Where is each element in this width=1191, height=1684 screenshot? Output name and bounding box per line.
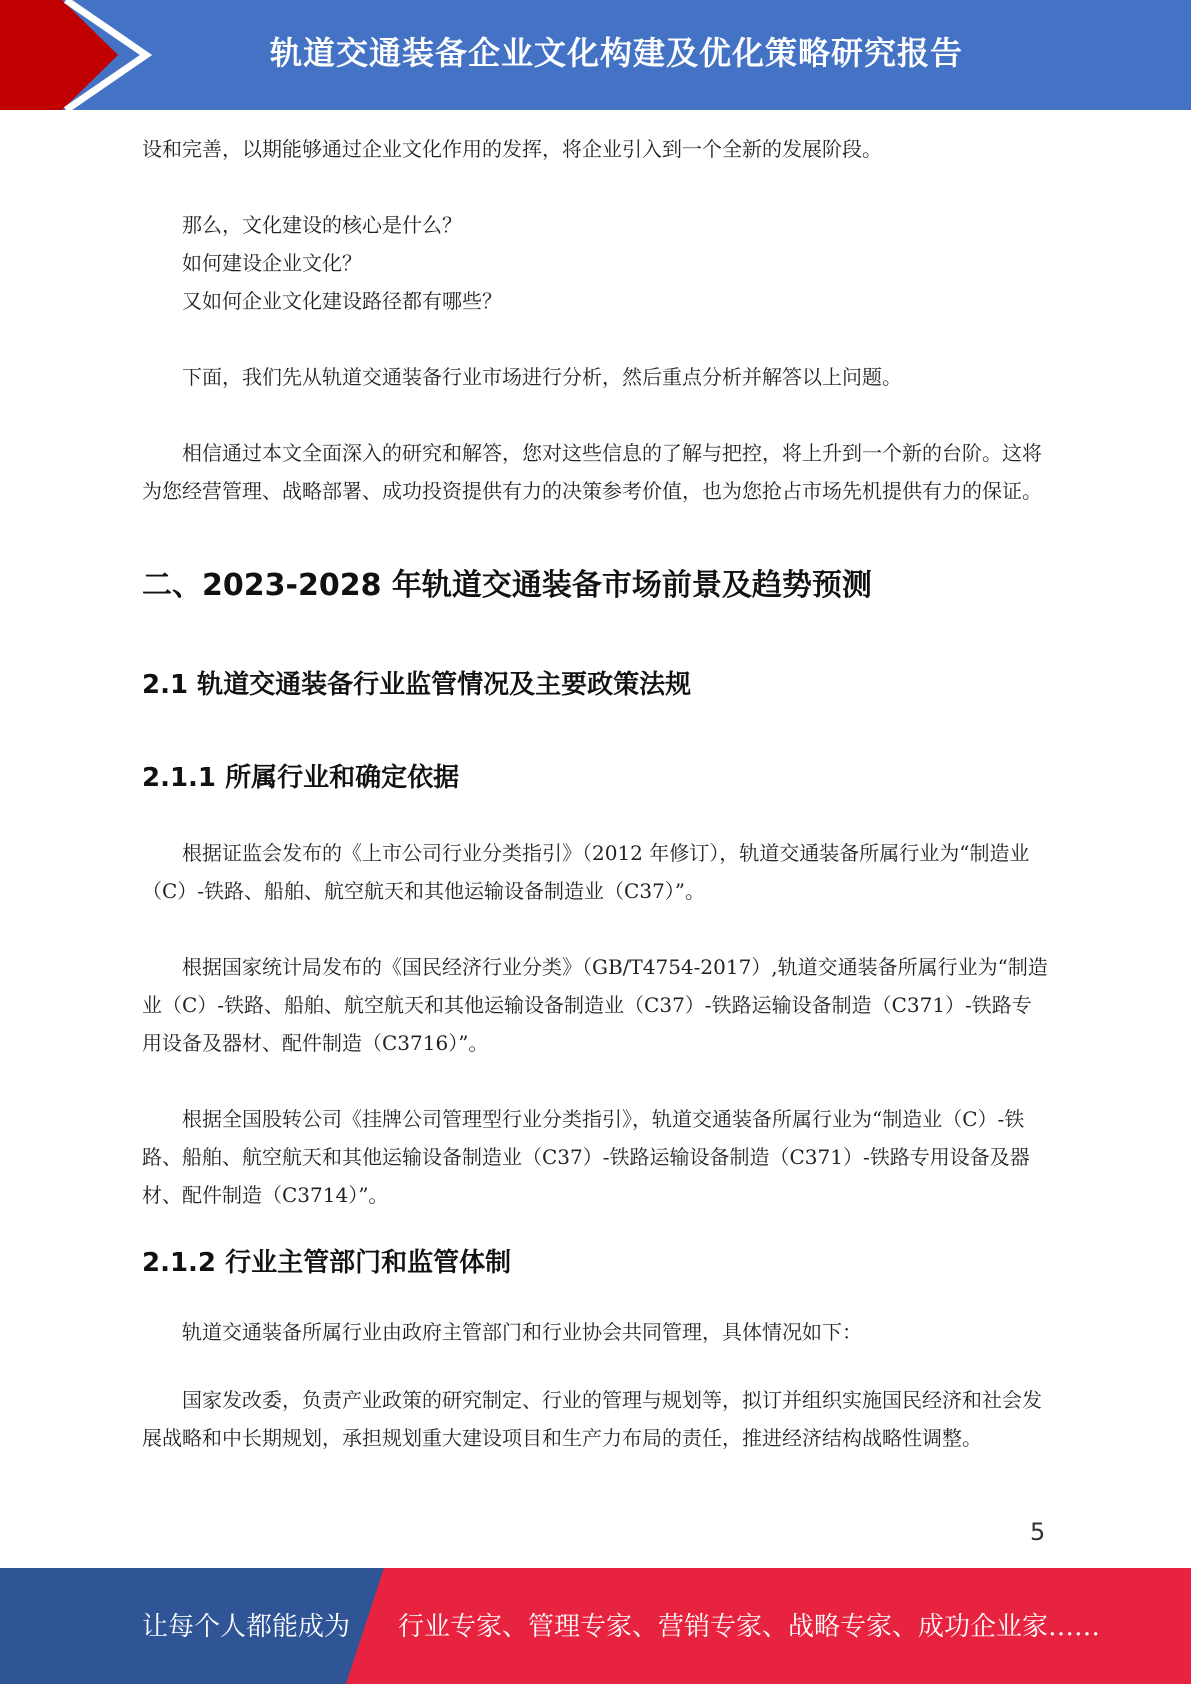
footer-banner — [0, 1568, 1191, 1684]
paragraph: 根据全国股转公司《挂牌公司管理型行业分类指引》，轨道交通装备所属行业为“制造业（C）-铁路、船舶、航空航天和其他运输设备制造业（C37）-铁路运输设备制造（C371）-铁路专用设备及器材、配件制造（C3714）”。 — [142, 1107, 1030, 1207]
paragraph: 根据证监会发布的《上市公司行业分类指引》（2012 年修订），轨道交通装备所属行业为“制造业（C）-铁路、船舶、航空航天和其他运输设备制造业（C37）”。 — [142, 841, 1030, 903]
paragraph: 根据国家统计局发布的《国民经济行业分类》（GB/T4754-2017）,轨道交通装备所属行业为“制造业（C）-铁路、船舶、航空航天和其他运输设备制造业（C37）-铁路运输设备制造（C371）-铁路专用设备及器材、配件制造（C3716）”。 — [142, 955, 1048, 1055]
paragraph: 相信通过本文全面深入的研究和解答，您对这些信息的了解与把控，将上升到一个新的台阶。这将为您经营管理、战略部署、成功投资提供有力的决策参考价值，也为您抢占市场先机提供有力的保证。 — [142, 441, 1042, 503]
page-number: 5 — [1030, 1518, 1046, 1546]
question-3: 又如何企业文化建设路径都有哪些？ — [182, 289, 502, 313]
paragraph: 国家发改委，负责产业政策的研究制定、行业的管理与规划等，拟订并组织实施国民经济和社会发展战略和中长期规划，承担规划重大建设项目和生产力布局的责任，推进经济结构战略性调整。 — [142, 1388, 1042, 1450]
footer-slogan-right: 行业专家、管理专家、营销专家、战略专家、成功企业家…… — [398, 1612, 1101, 1642]
section-heading: 二、2023-2028 年轨道交通装备市场前景及趋势预测 — [142, 568, 872, 603]
header-banner — [0, 0, 1191, 110]
report-title: 轨道交通装备企业文化构建及优化策略研究报告 — [270, 34, 964, 72]
subsubsection-heading: 2.1.2 行业主管部门和监管体制 — [142, 1248, 512, 1278]
question-1: 那么，文化建设的核心是什么？ — [182, 213, 462, 237]
paragraph: 轨道交通装备所属行业由政府主管部门和行业协会共同管理，具体情况如下： — [182, 1320, 862, 1344]
paragraph: 下面，我们先从轨道交通装备行业市场进行分析，然后重点分析并解答以上问题。 — [182, 365, 902, 389]
question-2: 如何建设企业文化？ — [182, 251, 362, 275]
footer-slogan-left: 让每个人都能成为 — [142, 1612, 351, 1642]
subsection-heading: 2.1 轨道交通装备行业监管情况及主要政策法规 — [142, 670, 692, 700]
paragraph: 设和完善，以期能够通过企业文化作用的发挥，将企业引入到一个全新的发展阶段。 — [142, 137, 882, 161]
page-content — [142, 130, 1048, 1457]
subsubsection-heading: 2.1.1 所属行业和确定依据 — [142, 763, 460, 793]
